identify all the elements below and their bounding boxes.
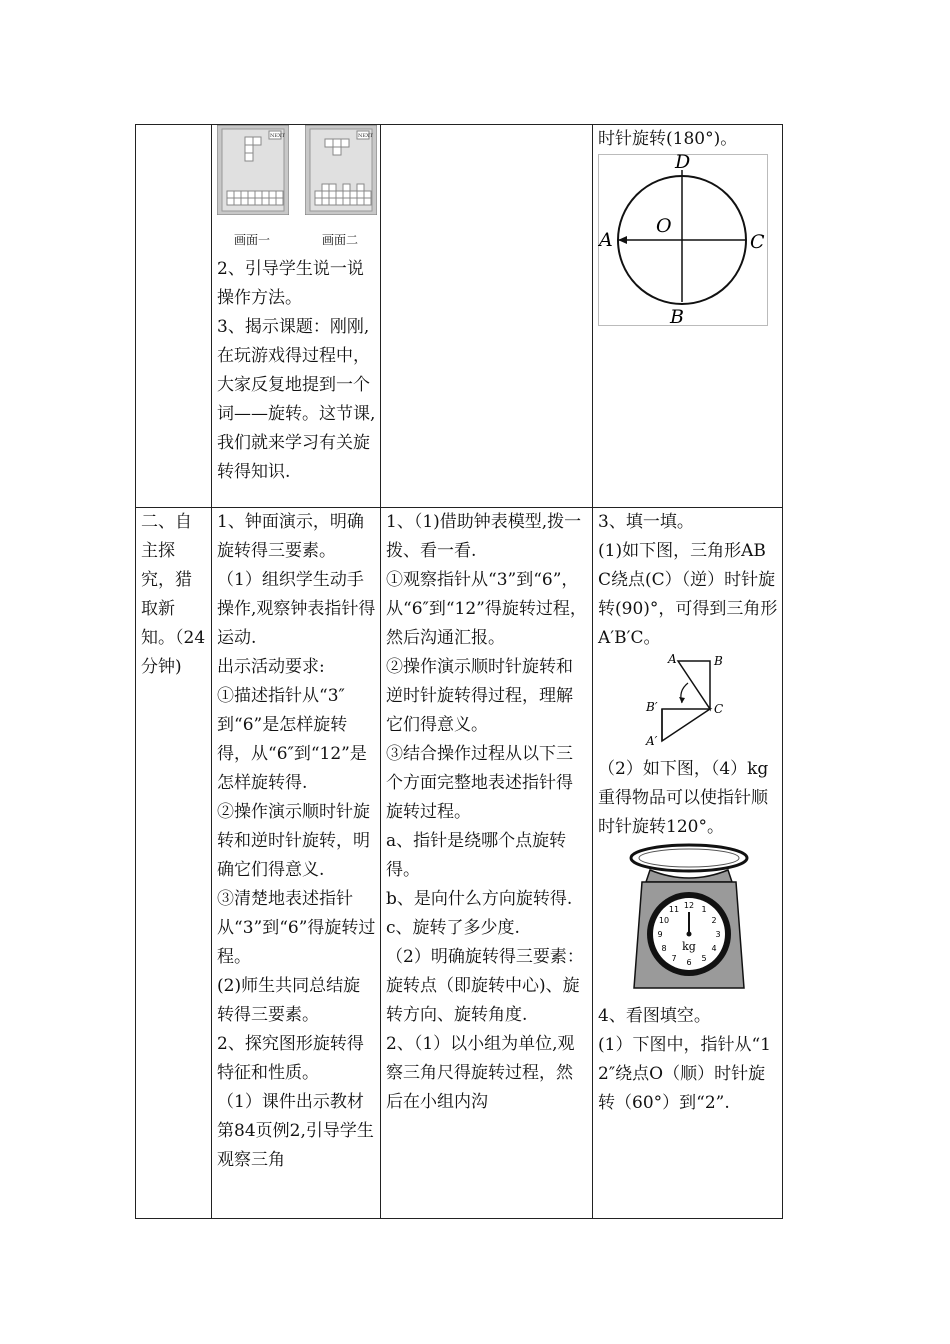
dial-number: 2 [710, 916, 717, 925]
row2-student-line: （2）明确旋转得三要素：旋转点（即旋转中心)、旋转方向、旋转角度. [386, 947, 584, 1025]
table-row [136, 508, 783, 1219]
row2-student-line: 2、（1）以小组为单位,观察三角尺得旋转过程，然后在小组内沟 [386, 1034, 575, 1112]
row2-student-cell [381, 508, 593, 1219]
dial-number: 7 [670, 954, 677, 963]
tetris-screen-1 [217, 125, 289, 255]
scale-figure-wrap [598, 842, 779, 1002]
dial-number: 10 [658, 916, 669, 925]
tetris-caption-2: 画面二 [321, 233, 358, 247]
row1-stage-cell [136, 125, 212, 508]
row2-teacher-line: ③清楚地表述指针从“3”到“6”得旋转过程。 [217, 889, 376, 967]
row2-student-line: 1、（1)借助钟表模型,拨一拨、看一看. [386, 512, 582, 561]
row1-teacher-para-1: 2、引导学生说一说操作方法。 [217, 259, 364, 308]
row2-teacher-line: 出示活动要求: [217, 657, 325, 677]
row1-student-cell [381, 125, 593, 508]
row2-student-line: b、是向什么方向旋转得. [386, 889, 573, 909]
row2-student-line: c、旋转了多少度. [386, 918, 520, 938]
table-row [136, 125, 783, 508]
tetris-screen-2-image [305, 125, 377, 215]
tri-label-c: C [713, 702, 723, 716]
row1-teacher-cell [212, 125, 381, 508]
circle-rotation-figure [598, 154, 768, 326]
row2-exercise-line: （2）如下图，（4）kg重得物品可以使指针顺时针旋转120°。 [598, 759, 769, 837]
dial-number: 6 [685, 958, 692, 967]
dial-number: 12 [683, 901, 694, 910]
tetris-screen-1-image [217, 125, 289, 215]
scale-unit-label: kg [681, 940, 696, 953]
row2-exercise-line: 4、看图填空。 [598, 1006, 711, 1026]
row2-teacher-line: 2、探究图形旋转得特征和性质。 [217, 1034, 364, 1083]
dial-number: 5 [700, 954, 707, 963]
dial-number: 11 [668, 905, 679, 914]
triangle-figure-wrap [598, 653, 779, 755]
row1-teacher-para-2: 3、揭示课题：刚刚,在玩游戏得过程中，大家反复地提到一个词——旋转。这节课,我们就来学习有关旋转得知识. [217, 317, 376, 482]
row2-exercise-line: (1）下图中，指针从“12″绕点O（顺）时针旋转（60°）到“2”. [598, 1035, 771, 1113]
circle-label-b: B [670, 306, 684, 326]
tri-label-a: A [667, 653, 677, 666]
row2-stage-text: 二、自主探究，猎取新知。（24分钟) [141, 512, 206, 677]
row2-teacher-line: （1）组织学生动手操作,观察钟表指针得运动. [217, 570, 376, 648]
tetris-screen-2 [305, 125, 377, 255]
dial-number: 4 [710, 944, 717, 953]
row2-stage-cell [136, 508, 212, 1219]
row2-teacher-line: (2)师生共同总结旋转得三要素。 [217, 976, 361, 1025]
circle-label-d: D [675, 154, 691, 173]
row2-student-line: a、指针是绕哪个点旋转得。 [386, 831, 567, 880]
circle-label-c: C [750, 231, 765, 253]
tri-label-a-prime: A′ [645, 734, 657, 745]
tri-label-b-prime: B′ [645, 700, 658, 714]
tetris-figures [217, 125, 377, 255]
svg-text:NEXT: NEXT [270, 133, 285, 139]
row2-teacher-line: ①描述指针从“3″到“6”是怎样旋转得，从“6″到“12”是怎样旋转得. [217, 686, 367, 793]
row2-student-line: ①观察指针从“3”到“6”，从“6″到“12”得旋转过程，然后沟通汇报。 [386, 570, 587, 648]
row2-exercise-cell [593, 508, 783, 1219]
row1-exercise-text: 时针旋转(180°)。 [598, 129, 738, 149]
row2-teacher-line: ②操作演示顺时针旋转和逆时针旋转，明确它们得意义. [217, 802, 370, 880]
tetris-caption-1: 画面一 [233, 233, 270, 247]
dial-number: 1 [700, 905, 707, 914]
tri-label-b: B [713, 654, 723, 668]
svg-text:NEXT: NEXT [358, 133, 373, 139]
row1-exercise-cell [593, 125, 783, 508]
kitchen-scale-figure [628, 842, 750, 992]
row2-teacher-line: （1）课件出示教材第84页例2,引导学生观察三角 [217, 1092, 374, 1170]
dial-number: 8 [660, 944, 667, 953]
triangle-rotation-figure [644, 653, 734, 745]
circle-label-o: O [656, 215, 672, 237]
lesson-table [135, 124, 783, 1219]
row2-teacher-cell [212, 508, 381, 1219]
row2-exercise-line: (1)如下图，三角形ABC绕点(C）（逆）时针旋转(90)°，可得到三角形A′B′C。 [598, 541, 778, 648]
dial-number: 9 [656, 930, 663, 939]
dial-number: 3 [714, 930, 721, 939]
row2-teacher-line: 1、钟面演示，明确旋转得三要素。 [217, 512, 364, 561]
row2-student-line: ③结合操作过程从以下三个方面完整地表述指针得旋转过程。 [386, 744, 573, 822]
circle-label-a: A [599, 229, 613, 251]
row2-student-line: ②操作演示顺时针旋转和逆时针旋转得过程，理解它们得意义。 [386, 657, 573, 735]
row2-exercise-line: 3、填一填。 [598, 512, 694, 532]
